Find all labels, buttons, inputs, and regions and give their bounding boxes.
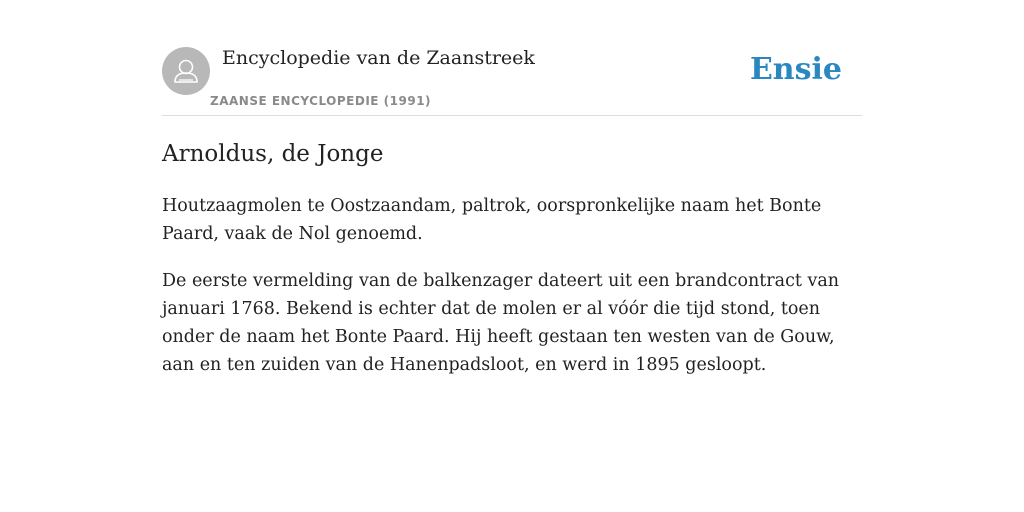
source-title[interactable]: Encyclopedie van de Zaanstreek xyxy=(222,47,535,69)
source-header xyxy=(162,40,862,116)
article-title: Arnoldus, de Jonge xyxy=(162,141,384,167)
article-paragraph: De eerste vermelding van de balkenzager dateert uit een brandcontract van januari 1768. Bekend is echter dat de molen er al vóór die tijd stond, toen onder de naam het Bonte Paard. Hij heeft gestaan ten westen van de Gouw, aan en ten zuiden van de Hanenpadsloot, en werd in 1895 gesloopt. xyxy=(162,271,840,375)
article-body xyxy=(162,192,862,398)
source-avatar[interactable] xyxy=(162,47,210,95)
article-paragraph: Houtzaagmolen te Oostzaandam, paltrok, oorspronkelijke naam het Bonte Paard, vaak de Nol genoemd. xyxy=(162,196,822,244)
source-subtitle: ZAANSE ENCYCLOPEDIE (1991) xyxy=(210,94,432,108)
user-icon xyxy=(162,47,210,95)
ensie-logo[interactable]: Ensie xyxy=(749,52,842,87)
